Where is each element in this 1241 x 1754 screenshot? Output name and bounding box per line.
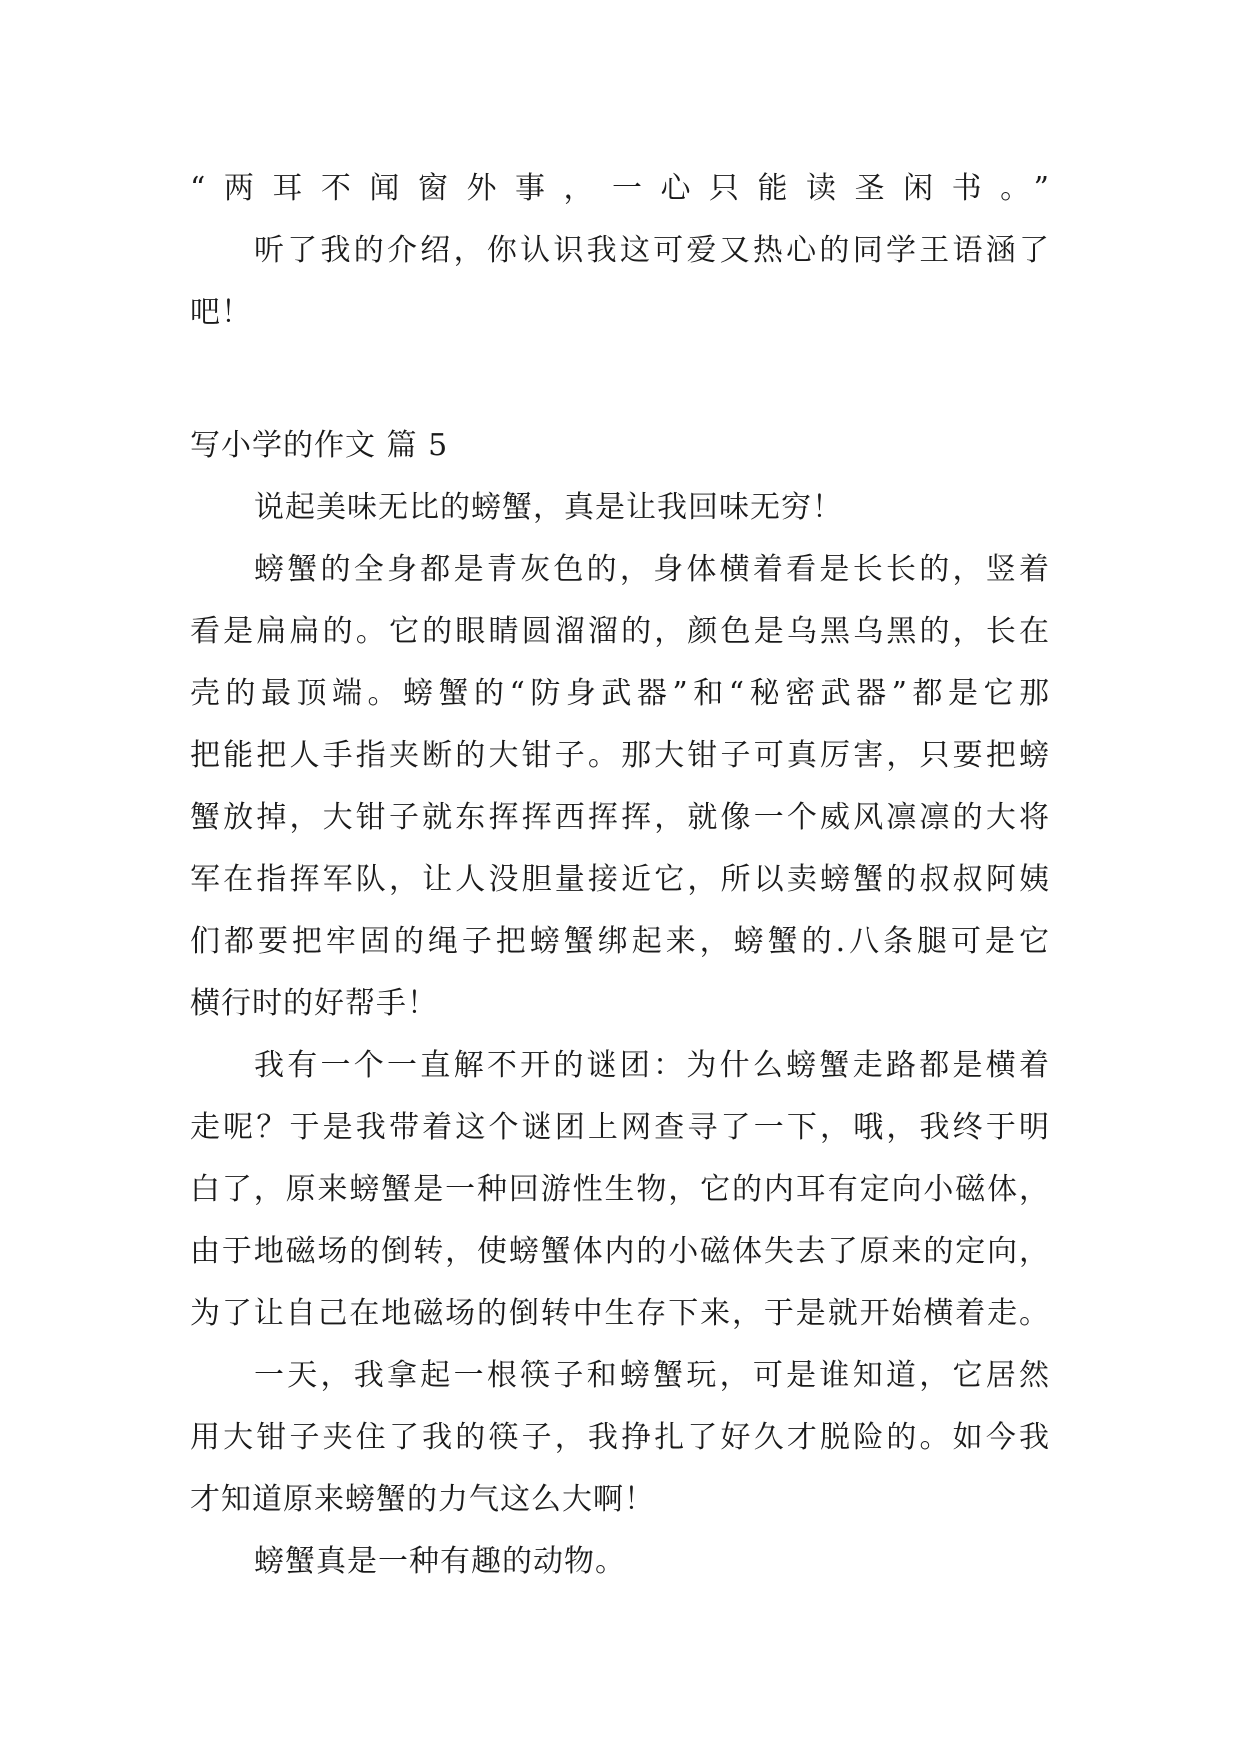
section-gap [190,344,1050,415]
section-5 [190,415,1050,1593]
previous-section-ending [190,158,1050,344]
text-line: 才知道原来螃蟹的力气这么大啊！ [190,1482,655,1517]
text-line: 横行时的好帮手！ [190,986,438,1021]
text-line: 用大钳子夹住了我的筷子，我挣扎了好久才脱险的。如今我 [190,1420,1050,1455]
text-line: 蟹放掉，大钳子就东挥挥西挥挥，就像一个威风凛凛的大将 [190,800,1050,835]
text-line: 一天，我拿起一根筷子和螃蟹玩，可是谁知道，它居然 [254,1358,1050,1393]
text-line: 由于地磁场的倒转，使螃蟹体内的小磁体失去了原来的定向， [190,1234,1050,1269]
text-line: 壳的最顶端。螃蟹的“防身武器”和“秘密武器”都是它那 [190,676,1050,711]
text-line: 我有一个一直解不开的谜团：为什么螃蟹走路都是横着 [254,1048,1050,1083]
document-body [190,158,1050,1593]
paragraph [190,1035,1050,1345]
text-line: 军在指挥军队，让人没胆量接近它，所以卖螃蟹的叔叔阿姨 [190,862,1050,897]
text-line: 走呢？于是我带着这个谜团上网查寻了一下，哦，我终于明 [190,1110,1050,1145]
text-line: 看是扁扁的。它的眼睛圆溜溜的，颜色是乌黑乌黑的，长在 [190,614,1050,649]
paragraph [190,1345,1050,1531]
paragraph [190,1531,1050,1593]
text-line: 把能把人手指夹断的大钳子。那大钳子可真厉害，只要把螃 [190,738,1050,773]
text-line: “两耳不闻窗外事，一心只能读圣闲书。” [190,171,1050,206]
text-line: 说起美味无比的螃蟹，真是让我回味无穷！ [254,490,843,525]
text-line: 螃蟹的全身都是青灰色的，身体横着看是长长的，竖着 [254,552,1050,587]
text-line: 螃蟹真是一种有趣的动物。 [254,1544,626,1579]
text-line: 听了我的介绍，你认识我这可爱又热心的同学王语涵了 [254,233,1050,268]
section-heading: 写小学的作文 篇 5 [190,428,449,463]
text-line: 白了，原来螃蟹是一种回游性生物，它的内耳有定向小磁体， [190,1172,1050,1207]
paragraph [190,477,1050,539]
text-line: 为了让自己在地磁场的倒转中生存下来，于是就开始横着走。 [190,1296,1050,1331]
text-line: 们都要把牢固的绳子把螃蟹绑起来，螃蟹的.八条腿可是它 [190,924,1050,959]
text-line: 吧！ [190,295,252,330]
paragraph [190,539,1050,1035]
